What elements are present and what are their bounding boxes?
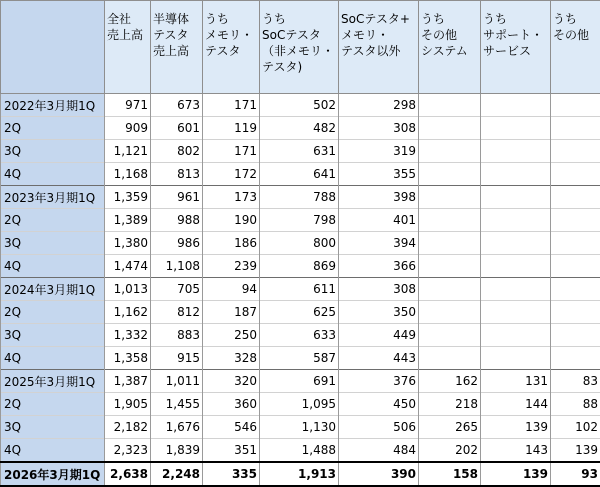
- value-cell: 1,332: [105, 324, 151, 347]
- value-cell: 83: [551, 370, 600, 393]
- value-cell: [551, 209, 600, 232]
- value-cell: 800: [260, 232, 339, 255]
- value-cell: 673: [151, 94, 203, 117]
- value-cell: [481, 324, 551, 347]
- table-row: [1, 94, 600, 117]
- value-cell: 171: [203, 94, 260, 117]
- value-cell: [419, 255, 481, 278]
- value-cell: [481, 347, 551, 370]
- value-cell: 449: [339, 324, 419, 347]
- value-cell: 1,130: [260, 416, 339, 439]
- value-cell: 93: [551, 462, 600, 486]
- value-cell: 869: [260, 255, 339, 278]
- table-header: [1, 1, 600, 94]
- value-cell: 2,638: [105, 462, 151, 486]
- period-label: 4Q: [1, 163, 105, 186]
- value-cell: 1,389: [105, 209, 151, 232]
- value-cell: 335: [203, 462, 260, 486]
- value-cell: 144: [481, 393, 551, 416]
- header-line: うち: [262, 11, 336, 27]
- value-cell: [481, 278, 551, 301]
- value-cell: 1,839: [151, 439, 203, 463]
- value-cell: [481, 301, 551, 324]
- header-line: サポート・: [483, 27, 548, 43]
- value-cell: 202: [419, 439, 481, 463]
- value-cell: 360: [203, 393, 260, 416]
- value-cell: 1,905: [105, 393, 151, 416]
- value-cell: 915: [151, 347, 203, 370]
- value-cell: [419, 278, 481, 301]
- period-label: 4Q: [1, 439, 105, 463]
- header-line: 売上高: [107, 27, 148, 43]
- value-cell: 390: [339, 462, 419, 486]
- value-cell: 506: [339, 416, 419, 439]
- value-cell: [551, 94, 600, 117]
- value-cell: 961: [151, 186, 203, 209]
- value-cell: 239: [203, 255, 260, 278]
- value-cell: 88: [551, 393, 600, 416]
- value-cell: 2,323: [105, 439, 151, 463]
- value-cell: [551, 255, 600, 278]
- value-cell: 443: [339, 347, 419, 370]
- table-row: [1, 278, 600, 301]
- period-label: 3Q: [1, 416, 105, 439]
- value-cell: [481, 232, 551, 255]
- value-cell: [419, 301, 481, 324]
- value-cell: 328: [203, 347, 260, 370]
- value-cell: 265: [419, 416, 481, 439]
- value-cell: 187: [203, 301, 260, 324]
- value-cell: 986: [151, 232, 203, 255]
- value-cell: 308: [339, 278, 419, 301]
- value-cell: 94: [203, 278, 260, 301]
- value-cell: 631: [260, 140, 339, 163]
- value-cell: 641: [260, 163, 339, 186]
- header-other: [551, 1, 600, 94]
- value-cell: [481, 209, 551, 232]
- value-cell: 190: [203, 209, 260, 232]
- table-row: [1, 186, 600, 209]
- header-memory-tester: [203, 1, 260, 94]
- value-cell: 298: [339, 94, 419, 117]
- value-cell: [551, 186, 600, 209]
- value-cell: [481, 94, 551, 117]
- period-label: 2Q: [1, 209, 105, 232]
- value-cell: 1,013: [105, 278, 151, 301]
- period-label: 3Q: [1, 232, 105, 255]
- header-soc-tester: [260, 1, 339, 94]
- value-cell: 611: [260, 278, 339, 301]
- value-cell: [551, 278, 600, 301]
- table-row: [1, 232, 600, 255]
- value-cell: [551, 232, 600, 255]
- value-cell: 1,095: [260, 393, 339, 416]
- table-row: [1, 439, 600, 463]
- value-cell: [419, 209, 481, 232]
- value-cell: 1,162: [105, 301, 151, 324]
- value-cell: [551, 324, 600, 347]
- value-cell: 366: [339, 255, 419, 278]
- header-line: 売上高: [153, 43, 200, 59]
- value-cell: 320: [203, 370, 260, 393]
- value-cell: 351: [203, 439, 260, 463]
- value-cell: [419, 324, 481, 347]
- value-cell: 482: [260, 117, 339, 140]
- header-line: メモリ・: [205, 27, 257, 43]
- value-cell: 1,358: [105, 347, 151, 370]
- period-label: 4Q: [1, 347, 105, 370]
- value-cell: 398: [339, 186, 419, 209]
- header-semiconductor-tester-sales: [151, 1, 203, 94]
- table-row: [1, 301, 600, 324]
- value-cell: 401: [339, 209, 419, 232]
- header-line: うち: [553, 11, 598, 27]
- value-cell: 394: [339, 232, 419, 255]
- value-cell: 139: [551, 439, 600, 463]
- value-cell: 1,387: [105, 370, 151, 393]
- header-line: その他: [553, 27, 598, 43]
- header-line: 全社: [107, 11, 148, 27]
- period-label: 2024年3月期1Q: [1, 278, 105, 301]
- value-cell: [551, 301, 600, 324]
- value-cell: 1,011: [151, 370, 203, 393]
- header-other-systems: [419, 1, 481, 94]
- value-cell: 186: [203, 232, 260, 255]
- header-corner: [1, 1, 105, 94]
- value-cell: 143: [481, 439, 551, 463]
- value-cell: [419, 186, 481, 209]
- value-cell: [481, 163, 551, 186]
- header-line: その他: [421, 27, 478, 43]
- value-cell: 158: [419, 462, 481, 486]
- value-cell: 173: [203, 186, 260, 209]
- period-label: 2Q: [1, 301, 105, 324]
- value-cell: [419, 232, 481, 255]
- value-cell: [551, 163, 600, 186]
- header-line: テスタ: [153, 27, 200, 43]
- period-label: 2022年3月期1Q: [1, 94, 105, 117]
- period-label: 3Q: [1, 324, 105, 347]
- value-cell: 350: [339, 301, 419, 324]
- table-row: [1, 163, 600, 186]
- value-cell: 308: [339, 117, 419, 140]
- value-cell: 139: [481, 416, 551, 439]
- value-cell: [419, 117, 481, 140]
- value-cell: [481, 140, 551, 163]
- value-cell: 691: [260, 370, 339, 393]
- table-row: [1, 416, 600, 439]
- value-cell: 813: [151, 163, 203, 186]
- value-cell: 2,182: [105, 416, 151, 439]
- header-line: SoCテスタ: [262, 27, 336, 43]
- header-line: テスタ: [205, 43, 257, 59]
- header-line: テスタ): [262, 59, 336, 75]
- value-cell: 1,168: [105, 163, 151, 186]
- header-non-tester: [339, 1, 419, 94]
- value-cell: [481, 186, 551, 209]
- value-cell: [481, 255, 551, 278]
- value-cell: 355: [339, 163, 419, 186]
- value-cell: 102: [551, 416, 600, 439]
- value-cell: 319: [339, 140, 419, 163]
- table-body: [1, 94, 600, 487]
- value-cell: 218: [419, 393, 481, 416]
- value-cell: [551, 117, 600, 140]
- table-row: [1, 347, 600, 370]
- value-cell: [419, 347, 481, 370]
- value-cell: 1,913: [260, 462, 339, 486]
- value-cell: 484: [339, 439, 419, 463]
- value-cell: 546: [203, 416, 260, 439]
- table-row: [1, 117, 600, 140]
- value-cell: 162: [419, 370, 481, 393]
- value-cell: [419, 163, 481, 186]
- period-label: 3Q: [1, 140, 105, 163]
- header-line: SoCテスタ+: [341, 11, 416, 27]
- table-row: [1, 393, 600, 416]
- value-cell: 587: [260, 347, 339, 370]
- header-line: システム: [421, 43, 478, 59]
- value-cell: 1,121: [105, 140, 151, 163]
- value-cell: 988: [151, 209, 203, 232]
- value-cell: 633: [260, 324, 339, 347]
- value-cell: 909: [105, 117, 151, 140]
- value-cell: [551, 347, 600, 370]
- value-cell: 119: [203, 117, 260, 140]
- header-support-services: [481, 1, 551, 94]
- value-cell: 250: [203, 324, 260, 347]
- table-row: [1, 255, 600, 278]
- header-line: 半導体: [153, 11, 200, 27]
- value-cell: 172: [203, 163, 260, 186]
- value-cell: 1,676: [151, 416, 203, 439]
- value-cell: 171: [203, 140, 260, 163]
- value-cell: 705: [151, 278, 203, 301]
- value-cell: 883: [151, 324, 203, 347]
- value-cell: 788: [260, 186, 339, 209]
- period-label: 2025年3月期1Q: [1, 370, 105, 393]
- value-cell: 802: [151, 140, 203, 163]
- total-row: [1, 462, 600, 486]
- period-label: 4Q: [1, 255, 105, 278]
- period-label: 2Q: [1, 393, 105, 416]
- value-cell: [419, 94, 481, 117]
- header-line: うち: [483, 11, 548, 27]
- value-cell: 812: [151, 301, 203, 324]
- header-row: [1, 1, 600, 94]
- table-row: [1, 140, 600, 163]
- value-cell: 1,108: [151, 255, 203, 278]
- header-line: うち: [421, 11, 478, 27]
- value-cell: 1,455: [151, 393, 203, 416]
- header-line: うち: [205, 11, 257, 27]
- value-cell: [481, 117, 551, 140]
- table-row: [1, 370, 600, 393]
- value-cell: 1,488: [260, 439, 339, 463]
- table-row: [1, 324, 600, 347]
- value-cell: 798: [260, 209, 339, 232]
- value-cell: 1,380: [105, 232, 151, 255]
- value-cell: [551, 140, 600, 163]
- header-line: （非メモリ・: [262, 43, 336, 59]
- value-cell: 625: [260, 301, 339, 324]
- value-cell: [419, 140, 481, 163]
- header-line: サービス: [483, 43, 548, 59]
- header-line: テスタ以外: [341, 43, 416, 59]
- table-row: [1, 209, 600, 232]
- value-cell: 139: [481, 462, 551, 486]
- value-cell: 1,474: [105, 255, 151, 278]
- value-cell: 601: [151, 117, 203, 140]
- period-label: 2Q: [1, 117, 105, 140]
- value-cell: 131: [481, 370, 551, 393]
- value-cell: 376: [339, 370, 419, 393]
- header-total-sales: [105, 1, 151, 94]
- period-label: 2023年3月期1Q: [1, 186, 105, 209]
- period-label: 2026年3月期1Q: [1, 462, 105, 486]
- value-cell: 502: [260, 94, 339, 117]
- value-cell: 2,248: [151, 462, 203, 486]
- value-cell: 450: [339, 393, 419, 416]
- value-cell: 971: [105, 94, 151, 117]
- header-line: メモリ・: [341, 27, 416, 43]
- value-cell: 1,359: [105, 186, 151, 209]
